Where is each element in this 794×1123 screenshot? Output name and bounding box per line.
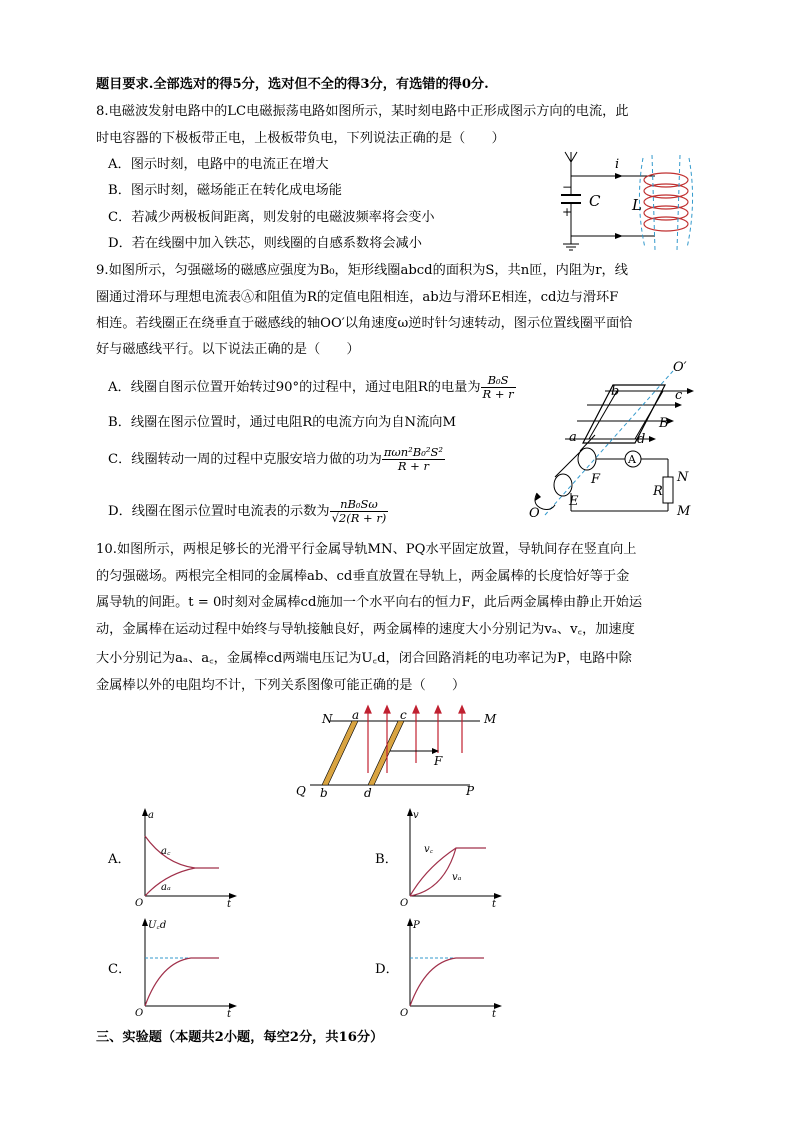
q9-option-a-fraction: $\frac{\text{B₀S}}{R + r}$: [482, 373, 514, 401]
q10-graph-b-ylabel: v: [413, 810, 419, 821]
q9-option-c-text: C．线圈转动一周的过程中克服安培力做的功为: [108, 452, 382, 467]
q10-graph-d-xlabel: t: [492, 1009, 497, 1020]
q10-option-c[interactable]: C．: [108, 962, 132, 977]
q8-stem-1: 8.电磁波发射电路中的LC电磁振荡电路如图所示，某时刻电路中正形成图示方向的电流，此: [96, 104, 629, 119]
q10-stem-1: 10.如图所示，两根足够长的光滑平行金属导轨MN、PQ水平固定放置，导轨间存在竖直向上: [96, 542, 637, 557]
q10-option-d[interactable]: D．: [375, 962, 399, 977]
q9-option-a[interactable]: [108, 374, 516, 401]
q10-graph-a-ylabel: a: [148, 810, 154, 821]
q10-graph-c: [135, 918, 240, 1018]
q10-label-a: a: [352, 708, 360, 722]
q10-label-N: N: [322, 712, 333, 726]
q10-graph-b-curve-2: vₐ: [452, 872, 462, 883]
header-line: 题目要求.全部选对的得5分，选对但不全的得3分，有选错的得0分.: [96, 77, 489, 92]
q10-graph-c-xlabel: t: [227, 1009, 232, 1020]
q8-option-a[interactable]: A．图示时刻，电路中的电流正在增大: [108, 157, 329, 172]
q9-label-d: d: [637, 432, 646, 447]
q9-stem-1: 9.如图所示，匀强磁场的磁感应强度为B₀，矩形线圈abcd的面积为S，共n匝，内阻为r，线: [96, 263, 628, 278]
q10-stem-5: 大小分别记为aₐ、a꜀，金属棒cd两端电压记为U꜀d，闭合回路消耗的电功率记为P，电路中除: [96, 651, 632, 666]
q10-graph-b-curve-1: v꜀: [424, 844, 434, 855]
section-3-heading: 三、实验题（本题共2小题，每空2分，共16分）: [96, 1030, 384, 1045]
q10-graph-c-origin: O: [135, 1008, 144, 1019]
q9-stem-4: 好与磁感线平行。以下说法正确的是（ ）: [96, 342, 360, 357]
q10-label-F: F: [434, 754, 443, 768]
q9-option-a-text: A．线圈自图示位置开始转过90°的过程中，通过电阻R的电量为: [108, 380, 481, 395]
q10-graph-c-ylabel: U꜀d: [148, 920, 167, 931]
q10-label-d: d: [364, 786, 372, 800]
q9-label-M: M: [677, 504, 691, 519]
q10-graph-b-origin: O: [400, 898, 409, 909]
q9-label-B: B: [659, 416, 669, 431]
q10-graph-b-xlabel: t: [492, 899, 497, 910]
q9-option-b[interactable]: B．线圈在图示位置时，通过电阻R的电流方向为自N流向M: [108, 415, 456, 430]
q10-graph-a-curve-1: a꜀: [161, 846, 171, 857]
q9-stem-3: 相连。若线圈正在绕垂直于磁感线的轴OO′以角速度ω逆时针匀速转动，图示位置线圈平面恰: [96, 316, 633, 331]
q10-option-b[interactable]: B．: [375, 852, 398, 867]
q10-label-c: c: [400, 708, 407, 722]
q10-graph-a: [135, 808, 240, 908]
q8-current-label: i: [615, 157, 620, 172]
q9-label-b: b: [611, 384, 620, 399]
q8-plus-sign: +: [562, 205, 573, 219]
q10-graph-a-xlabel: t: [227, 899, 232, 910]
q9-option-d-text: D．线圈在图示位置时电流表的示数为: [108, 504, 330, 519]
q10-label-M: M: [484, 712, 497, 726]
q10-label-Q: Q: [296, 784, 306, 798]
q8-option-d[interactable]: D．若在线圈中加入铁芯，则线圈的自感系数将会减小: [108, 236, 422, 251]
q9-label-N: N: [677, 470, 689, 485]
q10-rails-figure: [290, 705, 510, 800]
q9-label-O-prime: O′: [673, 360, 687, 375]
q9-option-d[interactable]: [108, 498, 388, 525]
q9-label-R: R: [653, 484, 663, 499]
q10-label-P: P: [466, 784, 475, 798]
q9-option-d-fraction: $\frac{\text{nB₀Sω}}{√2(R + r)}$: [331, 497, 387, 525]
q8-coil-label: L: [632, 196, 642, 214]
q9-option-c[interactable]: [108, 446, 445, 473]
q8-minus-sign: −: [562, 180, 573, 194]
q10-graph-a-curve-2: aₐ: [161, 882, 171, 893]
q9-label-F: F: [591, 472, 601, 487]
q8-lc-circuit-figure: [555, 150, 695, 255]
q10-option-a[interactable]: A．: [108, 852, 131, 867]
q9-label-E: E: [569, 494, 579, 509]
q10-graph-a-origin: O: [135, 898, 144, 909]
q9-generator-figure: [525, 360, 700, 525]
q8-option-b[interactable]: B．图示时刻，磁场能正在转化成电场能: [108, 183, 342, 198]
q10-stem-3: 属导轨的间距。t = 0时刻对金属棒cd施加一个水平向右的恒力F，此后两金属棒由静止开始运: [96, 595, 643, 610]
q10-graph-d: [400, 918, 505, 1018]
q10-graph-d-ylabel: P: [413, 920, 420, 931]
q8-capacitor-label: C: [589, 192, 601, 210]
q9-ammeter-label: A: [628, 453, 636, 466]
q8-option-c[interactable]: C．若减少两极板间距离，则发射的电磁波频率将会变小: [108, 210, 435, 225]
q9-label-a: a: [569, 430, 577, 445]
q9-label-O: O: [529, 506, 540, 521]
q10-graph-d-origin: O: [400, 1008, 409, 1019]
q10-stem-4: 动，金属棒在运动过程中始终与导轨接触良好，两金属棒的速度大小分别记为vₐ、v꜀，加速度: [96, 622, 635, 637]
q10-stem-2: 的匀强磁场。两根完全相同的金属棒ab、cd垂直放置在导轨上，两金属棒的长度恰好等于金: [96, 569, 630, 584]
q10-stem-6: 金属棒以外的电阻均不计，下列关系图像可能正确的是（ ）: [96, 678, 466, 693]
q8-stem-2: 时电容器的下极板带正电，上极板带负电，下列说法正确的是（ ）: [96, 131, 505, 146]
q9-label-c: c: [675, 388, 683, 403]
q9-stem-2: 圈通过滑环与理想电流表Ⓐ和阻值为R的定值电阻相连，ab边与滑环E相连，cd边与滑环F: [96, 290, 619, 305]
q10-graph-b: [400, 808, 505, 908]
q10-label-b: b: [320, 786, 328, 800]
q9-option-c-fraction: $\frac{\text{πωn²B₀²S²}}{R + r}$: [383, 445, 443, 473]
